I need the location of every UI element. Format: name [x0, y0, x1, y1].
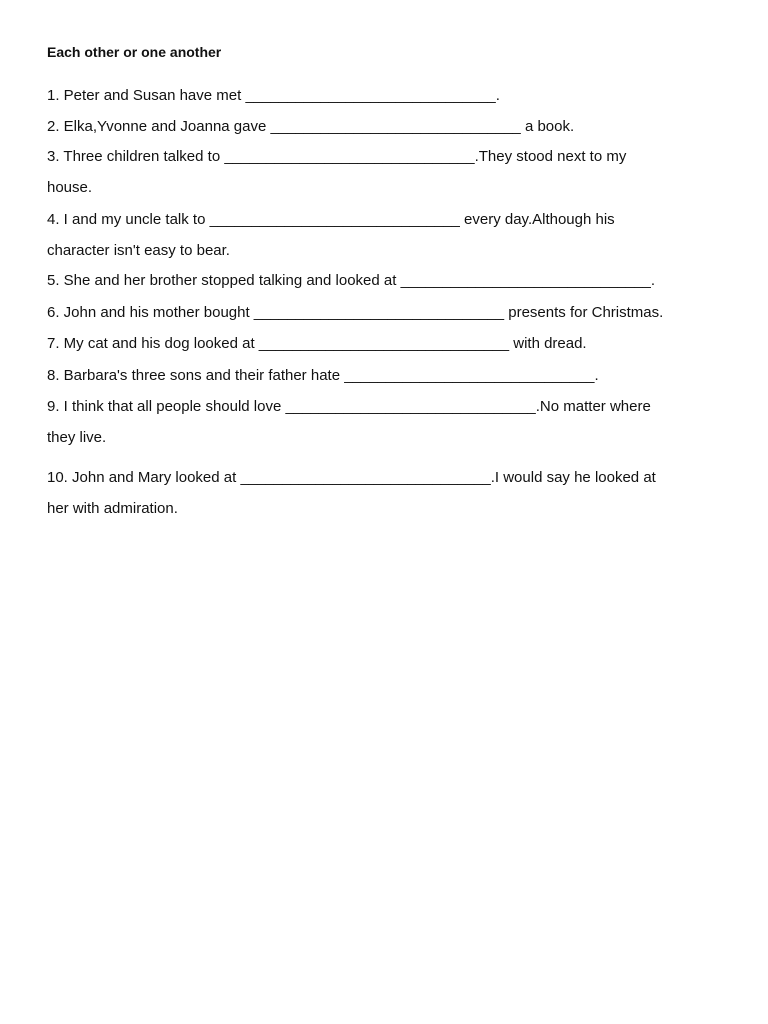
question-1-text: 1. Peter and Susan have met ______________________________. — [47, 87, 500, 104]
question-9 — [47, 391, 727, 453]
question-1 — [47, 80, 727, 111]
question-3-text: 3. Three children talked to ______________________________.They stood next to my — [47, 148, 627, 165]
question-10-text: 10. John and Mary looked at ______________________________.I would say he looked at — [47, 469, 656, 486]
question-7 — [47, 328, 727, 359]
question-4-text: 4. I and my uncle talk to ______________________________ every day.Although his — [47, 211, 615, 228]
question-10-text-continued: her with admiration. — [47, 500, 178, 517]
question-6 — [47, 297, 727, 328]
question-4 — [47, 204, 727, 266]
question-5 — [47, 265, 727, 296]
worksheet-title: Each other or one another — [47, 44, 222, 60]
question-9-text: 9. I think that all people should love ______________________________.No matter where — [47, 398, 651, 415]
question-5-text: 5. She and her brother stopped talking and looked at ______________________________. — [47, 272, 656, 289]
question-10 — [47, 462, 727, 524]
question-2 — [47, 111, 727, 142]
question-3-text-continued: house. — [47, 179, 93, 196]
question-8 — [47, 360, 727, 391]
question-4-text-continued: character isn't easy to bear. — [47, 242, 230, 259]
question-6-text: 6. John and his mother bought ______________________________ presents for Christmas. — [47, 304, 664, 321]
question-2-text: 2. Elka,Yvonne and Joanna gave ______________________________ a book. — [47, 118, 575, 135]
question-9-text-continued: they live. — [47, 429, 107, 446]
question-3 — [47, 141, 727, 203]
question-8-text: 8. Barbara's three sons and their father hate ______________________________. — [47, 367, 599, 384]
question-7-text: 7. My cat and his dog looked at ______________________________ with dread. — [47, 335, 587, 352]
